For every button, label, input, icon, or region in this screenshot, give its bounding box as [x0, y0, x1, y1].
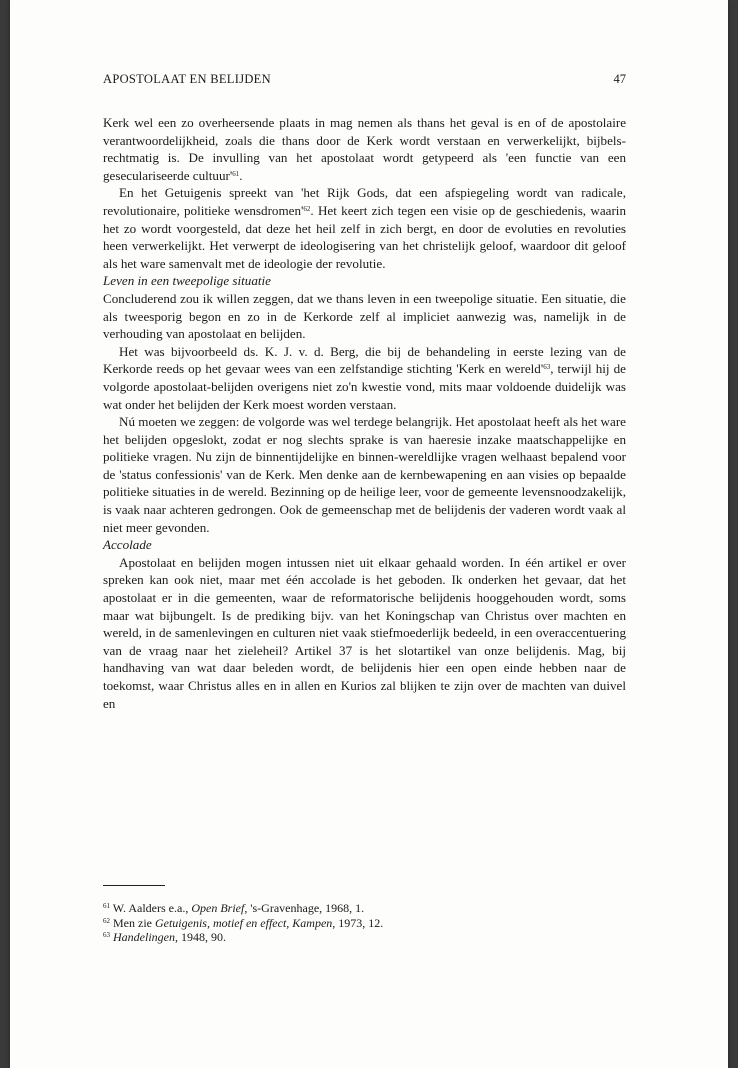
footnote-62: $^{62}$ Men zie Getuigenis, motief en effect, Kampen, 1973, 12.: [103, 915, 384, 930]
paragraph-5: Nú moeten we zeggen: de volgorde was wel terdege belangrijk. Het apostolaat heeft als het ware het belijden opgeslokt, zodat er nog slechts sprake is van haeresie inzake maatschappelijke en politieke vragen. Nu zijn de binnentijdelijke en binnen-wereldlijke vragen welhaast bepalend voor de 'status confessionis' van de Kerk. Men denke aan de kernbewapening en aan visies op bepaalde politieke situaties in de wereld. Bezinning op de heilige leer, voor de gemeente levensnoodzakelijk, is vaak naar achteren gedrongen. Ook de gemeenschap met de belijdenis der vaderen wordt vaak al niet meer gevonden.: [103, 414, 626, 535]
footnote-ref-61[interactable]: 61: [232, 169, 240, 178]
footnotes: [103, 901, 626, 945]
footnote-61: $^{61}$ W. Aalders e.a., Open Brief, 's-Gravenhage, 1968, 1.: [103, 901, 365, 915]
footnote-ref-62[interactable]: 62: [303, 204, 311, 213]
paragraph-3: Concluderend zou ik willen zeggen, dat we thans leven in een tweepolige situatie. Een situatie, die als tweesporig begon en zo in de Kerkorde zelf al impliciet aanwezig was, namelijk in de verhouding van apostolaat en belijden.: [103, 290, 626, 342]
book-page: [10, 0, 728, 1068]
paragraph-1: Kerk wel een zo overheersende plaats in mag nemen als thans het geval is en of de apostolaire verantwoordelijkheid, zoals die thans door de Kerk wordt verstaan en verwerkelijkt, bijbels-rechtmatig is. De invulling van het apostolaat wordt getypeerd als 'een functie van een geseculariseerde $cultuur'^{61}$.: [103, 115, 626, 183]
section-heading-tweepolige: Leven in een tweepolige situatie: [103, 273, 271, 289]
paragraph-2: En het Getuigenis spreekt van 'het Rijk Gods, dat een afspiegeling wordt van radicale, revolutionaire, politieke $wensdromen'^{62}$. Het keert zich tegen een visie op de geschiedenis, waarin het zo wordt voorgesteld, dat deze het heil zelf in zich bergt, en door de evoluties en revoluties heen verwerkelijkt. Het verwerpt de ideologisering van het christelijk geloof, waardoor dit geloof als het ware samenvalt met de ideologie der revolutie.: [103, 185, 626, 271]
paragraph-4: Het was bijvoorbeeld ds. K. J. v. d. Berg, die bij de behandeling in eerste lezing van de Kerkorde reeds op het gevaar wees van een zelfstandige stichting 'Kerk en $wereld'^{63}$, terwijl hij de volgorde apostolaat-belijden overigens niet zo'n kwestie vond, mits maar voldoende duidelijk was wat onder het belijden der Kerk moest worden verstaan.: [103, 343, 626, 412]
section-heading-accolade: Accolade: [103, 537, 152, 553]
footnote-ref-63[interactable]: 63: [543, 363, 551, 372]
running-title: APOSTOLAAT EN BELIJDEN: [103, 72, 271, 86]
footnote-63: $^{63}$ Handelingen, 1948, 90.: [103, 930, 226, 944]
body-text: [103, 114, 626, 712]
paragraph-6: Apostolaat en belijden mogen intussen niet uit elkaar gehaald worden. In één artikel er over spreken kan ook niet, maar met één accolade is het geboden. Ik onderken het gevaar, dat het apostolaat er in die gemeenten, waar de reformatorische belijdenis hooggehouden wordt, soms maar wat bijbungelt. Is de prediking bijv. van het Koningschap van Christus over machten en wereld, in de samenlevingen en culturen niet vaak stiefmoederlijk bedeeld, in een overaccentuering van de vraag naar het zieleheil? Artikel 37 is het slotartikel van onze belijdenis. Mag, bij handhaving van wat daar beleden wordt, de belijdenis hier een open einde hebben naar de toekomst, waar Christus alles en in allen en Kurios zal blijken te zijn over de machten van duivel en: [103, 554, 626, 711]
page-number: 47: [613, 72, 626, 86]
footnote-divider: [103, 885, 165, 886]
